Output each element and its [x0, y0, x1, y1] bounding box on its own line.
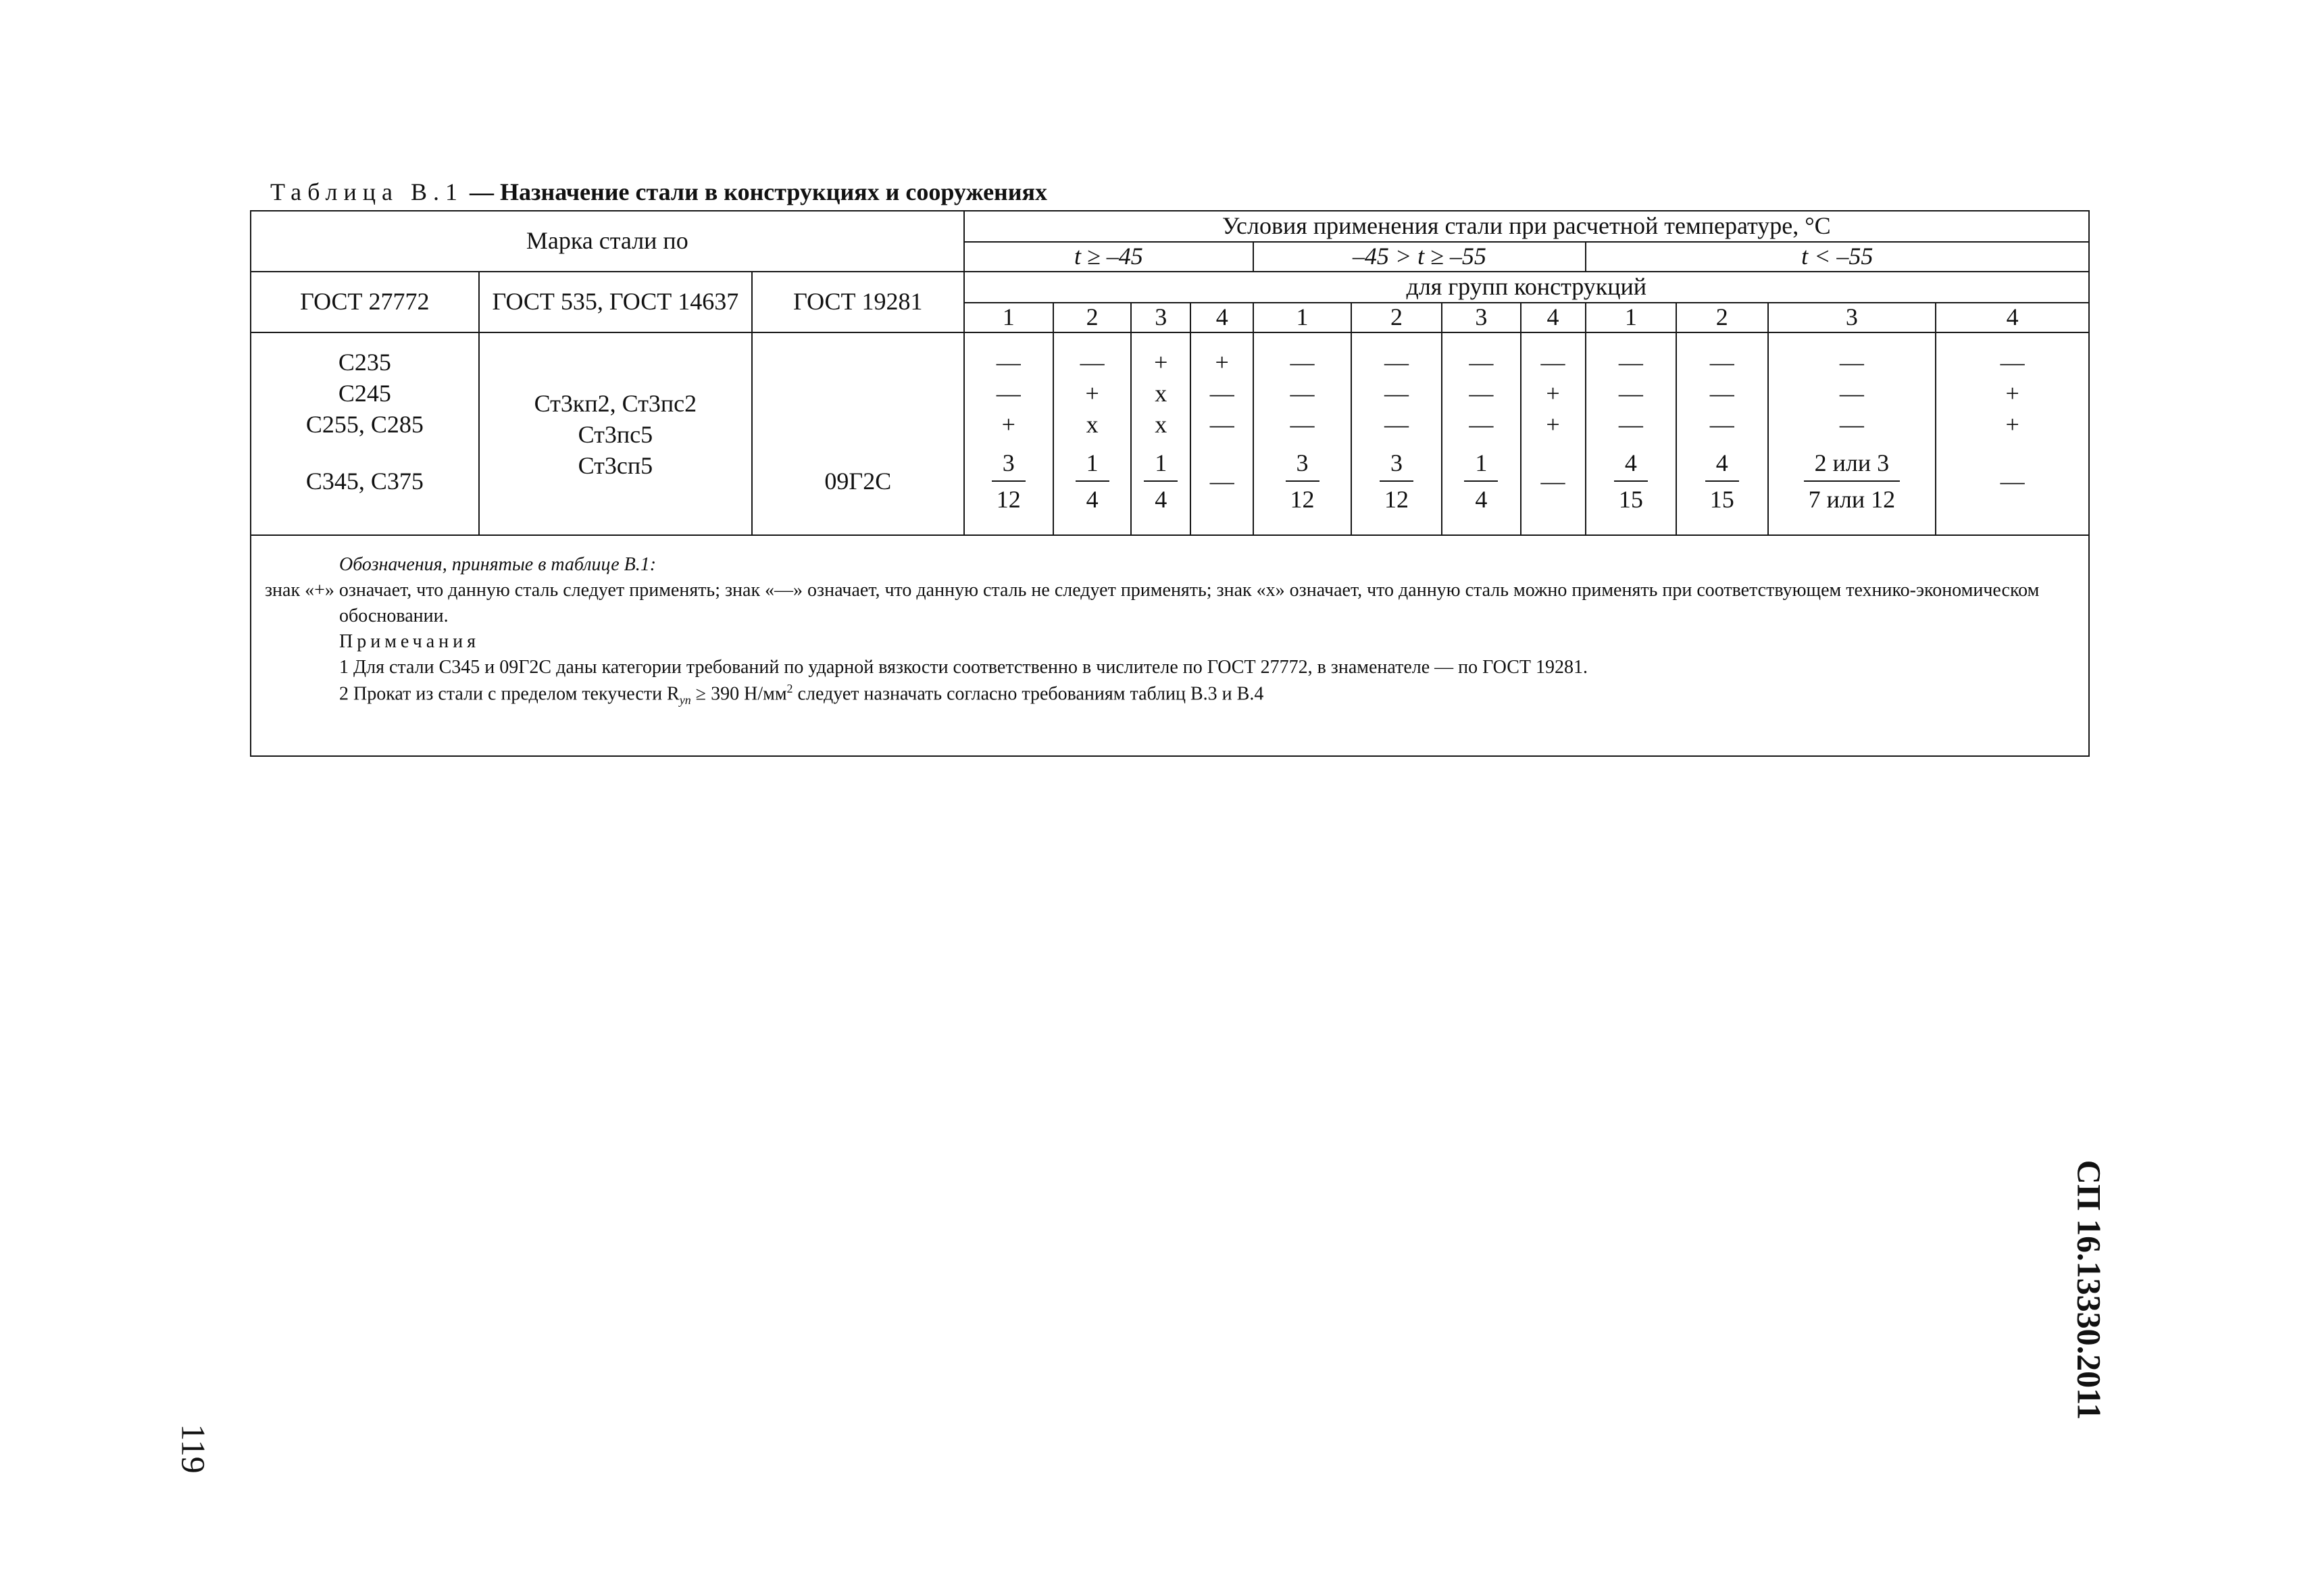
condition-mark: — [1709, 411, 1734, 438]
condition-column-3 [1131, 332, 1190, 535]
condition-mark: + [1546, 411, 1560, 438]
grade-c235: С235 [338, 349, 391, 376]
condition-mark: — [1618, 349, 1643, 376]
notes-heading: Примечания [339, 631, 480, 653]
condition-mark: — [1839, 380, 1864, 407]
condition-mark: — [1209, 380, 1234, 407]
group-number-4: 4 [1190, 303, 1253, 332]
condition-mark: x [1086, 411, 1099, 438]
condition-mark: — [996, 349, 1021, 376]
grade-st3sp5: Ст3сп5 [578, 452, 653, 479]
notes-legend: знак «+» означает, что данную сталь следует применять; знак «—» означает, что данную сталь не следует применять; знак «х» означает, что данную сталь можно применять при соответствующем технико-экономическом обосновании. [265, 580, 2040, 627]
group-number-7: 3 [1442, 303, 1520, 332]
grade-st3ps5: Ст3пс5 [578, 421, 653, 448]
condition-mark: — [1290, 380, 1315, 407]
condition-column-8 [1521, 332, 1586, 535]
fraction-numerator: 1 [1144, 451, 1178, 482]
gost-27772-header: ГОСТ 27772 [251, 272, 479, 332]
gost-27772-grades [251, 332, 479, 535]
note-1: 1 Для стали С345 и 09Г2С даны категории требований по ударной вязкости соответственно в числителе по ГОСТ 27772, в знаменателе — по ГОСТ 19281. [339, 657, 1588, 678]
grade-09g2s: 09Г2С [824, 468, 892, 495]
condition-mark: — [996, 380, 1021, 407]
table-caption-title: — Назначение стали в конструкциях и сооружениях [469, 178, 1048, 205]
condition-mark: x [1155, 380, 1167, 407]
grade-c345: С345, С375 [305, 468, 424, 495]
table-caption [270, 178, 1047, 206]
table-caption-label: Таблица В.1 [270, 178, 463, 205]
impact-category-fraction [1286, 440, 1319, 522]
condition-mark: + [2005, 380, 2019, 407]
groups-header: для групп конструкций [964, 272, 2089, 303]
condition-mark: — [1469, 349, 1494, 376]
gost-535-header: ГОСТ 535, ГОСТ 14637 [479, 272, 752, 332]
condition-mark: — [1540, 349, 1565, 376]
group-number-8: 4 [1521, 303, 1586, 332]
fraction-denominator: 7 или 12 [1808, 486, 1896, 513]
fraction-numerator: 4 [1614, 451, 1648, 482]
impact-category-fraction [1380, 440, 1413, 522]
condition-mark: — [1384, 411, 1409, 438]
impact-category-fraction [1464, 440, 1498, 522]
condition-mark: x [1155, 411, 1167, 438]
group-number-3: 3 [1131, 303, 1190, 332]
group-number-12: 4 [1936, 303, 2089, 332]
fraction-denominator: 4 [1086, 486, 1099, 513]
conditions-header: Условия применения стали при расчетной температуре, °С [964, 211, 2089, 242]
condition-mark: — [1290, 349, 1315, 376]
condition-mark: + [1085, 380, 1099, 407]
steel-table [250, 210, 2090, 757]
temp-range-2: –45 > t ≥ –55 [1253, 242, 1585, 272]
fraction-numerator: 1 [1464, 451, 1498, 482]
temp-range-1: t ≥ –45 [964, 242, 1254, 272]
document-code: СП 16.13330.2011 [2070, 1159, 2109, 1420]
impact-category-fraction [992, 440, 1026, 522]
condition-mark: — [1709, 349, 1734, 376]
group-number-2: 2 [1053, 303, 1131, 332]
condition-mark: — [1540, 468, 1565, 495]
condition-mark: — [1839, 349, 1864, 376]
fraction-denominator: 15 [1618, 486, 1643, 513]
condition-mark: — [1618, 411, 1643, 438]
condition-mark: — [1839, 411, 1864, 438]
condition-mark: + [1001, 411, 1015, 438]
condition-mark: — [1709, 380, 1734, 407]
impact-category-fraction [1614, 440, 1648, 522]
fraction-denominator: 12 [996, 486, 1021, 513]
fraction-numerator: 4 [1705, 451, 1739, 482]
condition-column-5 [1253, 332, 1351, 535]
condition-mark: — [1618, 380, 1643, 407]
grade-c245: С245 [338, 380, 391, 407]
fraction-numerator: 3 [1286, 451, 1319, 482]
condition-column-4 [1190, 332, 1253, 535]
group-number-1: 1 [964, 303, 1053, 332]
fraction-denominator: 12 [1384, 486, 1409, 513]
impact-category-fraction [1144, 440, 1178, 522]
condition-column-7 [1442, 332, 1520, 535]
grade-st3kp2: Ст3кп2, Ст3пс2 [534, 390, 697, 417]
notes-title: Обозначения, принятые в таблице В.1: [339, 554, 657, 575]
condition-column-12 [1936, 332, 2089, 535]
fraction-numerator: 3 [992, 451, 1026, 482]
condition-mark: + [1215, 349, 1229, 376]
condition-mark: — [1209, 468, 1234, 495]
page-number: 119 [174, 1424, 213, 1474]
condition-mark: + [2005, 411, 2019, 438]
fraction-denominator: 4 [1475, 486, 1488, 513]
condition-mark: + [1546, 380, 1560, 407]
condition-column-2 [1053, 332, 1131, 535]
condition-mark: — [1209, 411, 1234, 438]
gost-19281-header: ГОСТ 19281 [752, 272, 963, 332]
condition-mark: — [1384, 380, 1409, 407]
condition-column-1 [964, 332, 1053, 535]
group-number-9: 1 [1586, 303, 1676, 332]
condition-mark: — [1290, 411, 1315, 438]
fraction-numerator: 2 или 3 [1804, 451, 1901, 482]
impact-category-fraction [1804, 440, 1901, 522]
impact-category-fraction [1076, 440, 1109, 522]
condition-column-9 [1586, 332, 1676, 535]
fraction-denominator: 4 [1155, 486, 1167, 513]
group-number-11: 3 [1768, 303, 1936, 332]
condition-mark: — [1080, 349, 1105, 376]
condition-mark: + [1154, 349, 1168, 376]
condition-mark: — [1469, 380, 1494, 407]
temp-range-3: t < –55 [1586, 242, 2089, 272]
gost-535-grades [479, 332, 752, 535]
table-notes [251, 535, 2089, 756]
fraction-denominator: 12 [1290, 486, 1315, 513]
condition-column-6 [1351, 332, 1442, 535]
note-2: 2 Прокат из стали с пределом текучести $R_{yn} \ge 390$ $Н/мм^2$ следует назначать согласно требованиям таблиц В.3 и В.4 [339, 682, 1264, 707]
group-number-6: 2 [1351, 303, 1442, 332]
condition-mark: — [1384, 349, 1409, 376]
fraction-denominator: 15 [1709, 486, 1734, 513]
grade-c255: С255, С285 [305, 411, 424, 438]
impact-category-fraction [1705, 440, 1739, 522]
gost-19281-grades [752, 332, 963, 535]
condition-mark: — [1469, 411, 1494, 438]
group-number-5: 1 [1253, 303, 1351, 332]
steel-grade-header: Марка стали по [251, 211, 964, 272]
group-number-10: 2 [1676, 303, 1767, 332]
condition-mark: — [2000, 468, 2025, 495]
condition-mark: — [2000, 349, 2025, 376]
condition-column-11 [1768, 332, 1936, 535]
fraction-numerator: 1 [1076, 451, 1109, 482]
condition-column-10 [1676, 332, 1767, 535]
fraction-numerator: 3 [1380, 451, 1413, 482]
